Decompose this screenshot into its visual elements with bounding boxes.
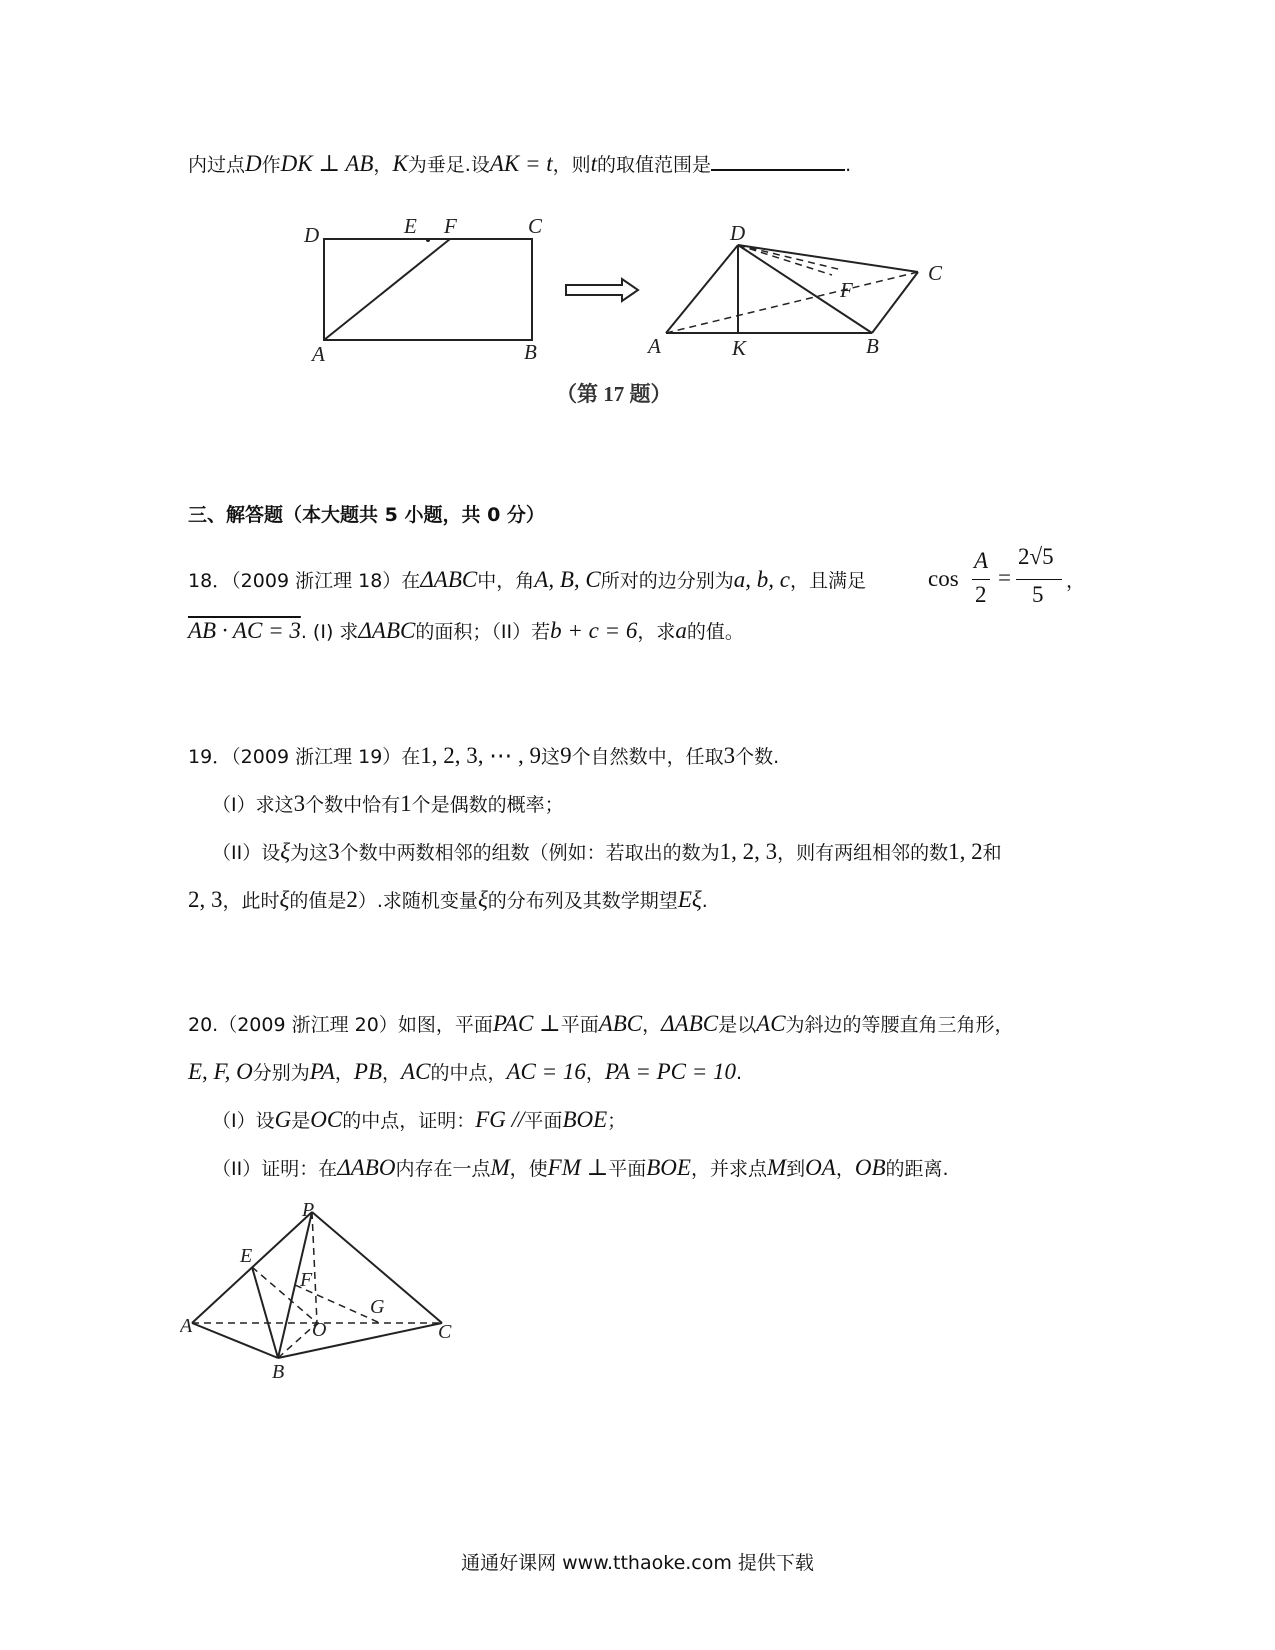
text: 个是偶数的概率； [411, 794, 564, 816]
math: 9 [560, 743, 572, 768]
text: 的分布列及其数学期望 [487, 890, 678, 912]
text: 作 [261, 154, 281, 176]
text: 平面 [560, 1014, 599, 1036]
label-o: O [312, 1319, 327, 1341]
math: D [245, 151, 262, 176]
math: ξ [477, 887, 488, 912]
text: ，并求点 [690, 1158, 767, 1180]
math: a, b, c [733, 567, 790, 592]
math: 3 [293, 791, 306, 816]
text: 个数中两数相邻的组数（例如：若取出的数为 [339, 842, 720, 864]
text: 的取值范围是 [597, 154, 712, 176]
math: K [392, 151, 408, 176]
text: 内存在一点 [395, 1158, 491, 1180]
text: 20.（2009 浙江理 20）如图，平面 [188, 1014, 493, 1036]
text: ， [382, 1062, 402, 1084]
text: 个数. [735, 746, 780, 768]
cos-text: cos [928, 566, 959, 591]
section-heading: 三、解答题（本大题共 5 小题，共 0 分） [188, 504, 545, 526]
math: 1, 2, 3, ⋯ , 9 [420, 743, 542, 768]
label-f: F [444, 215, 457, 238]
text: 的值。 [686, 621, 744, 643]
label-f2: F [840, 278, 853, 302]
math: ΔABC [420, 567, 478, 592]
math: ξ [279, 887, 290, 912]
label-a: A [180, 1315, 193, 1337]
text: ，且满足 [789, 570, 866, 592]
q19-part1 [212, 790, 564, 817]
math: FG // [475, 1107, 525, 1132]
math: G [274, 1107, 292, 1132]
q20-line1 [188, 1010, 1014, 1037]
math: PA [309, 1059, 335, 1084]
point-e [426, 238, 430, 242]
q19-part2 [212, 838, 1002, 865]
label-c: C [528, 215, 543, 238]
text: 这 [541, 746, 561, 768]
text: . [845, 154, 852, 176]
answer-blank [711, 153, 845, 171]
math: BOE [646, 1155, 691, 1180]
math: A, B, C [534, 567, 601, 592]
text: 的中点， [430, 1062, 507, 1084]
fraction-bar [1016, 579, 1062, 580]
segment-af [324, 239, 450, 340]
math: OB [854, 1155, 886, 1180]
q18-line2 [188, 617, 744, 644]
math: AK = t [489, 151, 553, 176]
text: . [701, 890, 708, 912]
q18-trailing-comma: ， [1066, 570, 1086, 592]
text: ，则有两组相邻的数 [777, 842, 949, 864]
equals: = [998, 565, 1011, 590]
text: ， [334, 1062, 354, 1084]
math: 3 [328, 839, 340, 864]
page-footer: 通通好课网 www.tthaoke.com 提供下载 [461, 1552, 814, 1574]
denominator-2: 2 [975, 582, 987, 607]
label-b: B [524, 340, 537, 364]
text: ）.求随机变量 [357, 890, 478, 912]
text: . [736, 1062, 743, 1084]
folded-figure [666, 245, 918, 333]
cos-formula [928, 544, 1068, 618]
label-a2: A [648, 334, 661, 358]
text: 内过点 [188, 154, 246, 176]
text: （II）设 [212, 842, 281, 864]
label-f: F [300, 1269, 313, 1291]
math: OA [805, 1155, 836, 1180]
math: 1, 2, 3 [719, 839, 778, 864]
text: 所对的边分别为 [600, 570, 734, 592]
text: 个自然数中，任取 [571, 746, 724, 768]
math: M [766, 1155, 787, 1180]
text: ， [642, 1014, 662, 1036]
math: b + c = 6 [550, 618, 638, 643]
numerator-a: A [974, 548, 989, 573]
text: 是 [291, 1110, 311, 1132]
q20-figure [180, 1200, 480, 1390]
math: a [675, 618, 687, 643]
math: ΔABO [337, 1155, 396, 1180]
q18-line1 [188, 566, 866, 593]
q20-part1 [212, 1106, 626, 1133]
label-d2: D [730, 221, 746, 245]
text: ，则 [552, 154, 591, 176]
label-p: P [302, 1200, 315, 1221]
text: 的中点，证明： [342, 1110, 476, 1132]
math: ΔABC [358, 618, 416, 643]
label-g: G [370, 1296, 385, 1318]
text: 19．（2009 浙江理 19）在 [188, 746, 421, 768]
figure-caption: （第 17 题） [556, 382, 672, 406]
text: 中，角 [477, 570, 535, 592]
q19-part2-cont [188, 886, 708, 913]
math: 3 [723, 743, 736, 768]
text: 18．（2009 浙江理 18）在 [188, 570, 421, 592]
q19-line1 [188, 742, 779, 769]
math: 1, 2 [948, 839, 983, 864]
text: 和 [982, 842, 1002, 864]
text: ，求 [637, 621, 676, 643]
q20-part2 [212, 1154, 949, 1181]
text: 到 [786, 1158, 806, 1180]
fraction-bar [972, 579, 990, 580]
text: 平面 [524, 1110, 563, 1132]
math: PAC ⊥ [492, 1011, 561, 1036]
text: ， [585, 1062, 605, 1084]
text: 的面积；（II）若 [415, 621, 551, 643]
text: ， [835, 1158, 855, 1180]
label-e: E [404, 215, 417, 238]
label-a: A [312, 342, 325, 366]
text: 为斜边的等腰直角三角形， [785, 1014, 1014, 1036]
math: M [490, 1155, 510, 1180]
text: ，使 [509, 1158, 548, 1180]
q17-line [188, 150, 851, 177]
math: ξ [280, 839, 291, 864]
text: 个数中恰有 [305, 794, 401, 816]
math: AB · AC = 3 [188, 618, 301, 643]
q20-line2 [188, 1058, 742, 1085]
text: 为垂足.设 [407, 154, 490, 176]
math: ΔABC [661, 1011, 719, 1036]
math: BOE [562, 1107, 608, 1132]
math: AC [401, 1059, 431, 1084]
text: 分别为 [252, 1062, 310, 1084]
math: 2, 3 [188, 887, 223, 912]
math: PA = PC = 10 [604, 1059, 737, 1084]
label-b2: B [866, 334, 879, 358]
label-k2: K [732, 336, 747, 360]
arrow-icon [566, 279, 638, 301]
text: 为这 [290, 842, 329, 864]
text: ，此时 [222, 890, 280, 912]
math: E, F, O [188, 1059, 253, 1084]
math: 1 [400, 791, 412, 816]
text: 的值是 [289, 890, 347, 912]
math: FM ⊥ [547, 1155, 609, 1180]
math: PB [353, 1059, 383, 1084]
math: DK ⊥ AB [280, 151, 374, 176]
math: t [590, 151, 598, 176]
math: 2 [346, 887, 358, 912]
text: ， [373, 154, 393, 176]
label-c: C [438, 1321, 452, 1343]
denominator-5: 5 [1032, 582, 1044, 607]
math: AC = 16 [506, 1059, 586, 1084]
math: ABC [598, 1011, 643, 1036]
text: . (I) 求 [300, 621, 359, 643]
math: OC [310, 1107, 343, 1132]
text: （I）求这 [212, 794, 294, 816]
label-d: D [304, 223, 320, 247]
text: 平面 [608, 1158, 647, 1180]
numerator-root: 2√5 [1018, 544, 1054, 569]
text: 是以 [718, 1014, 757, 1036]
label-c2: C [928, 261, 943, 285]
math: Eξ [677, 887, 702, 912]
text: （I）设 [212, 1110, 275, 1132]
rectangle-abcd [324, 239, 532, 340]
text: （II）证明：在 [212, 1158, 338, 1180]
text: 的距离. [885, 1158, 949, 1180]
label-e: E [240, 1245, 253, 1267]
math: AC [756, 1011, 786, 1036]
label-b: B [272, 1361, 285, 1383]
text: ； [607, 1110, 627, 1132]
